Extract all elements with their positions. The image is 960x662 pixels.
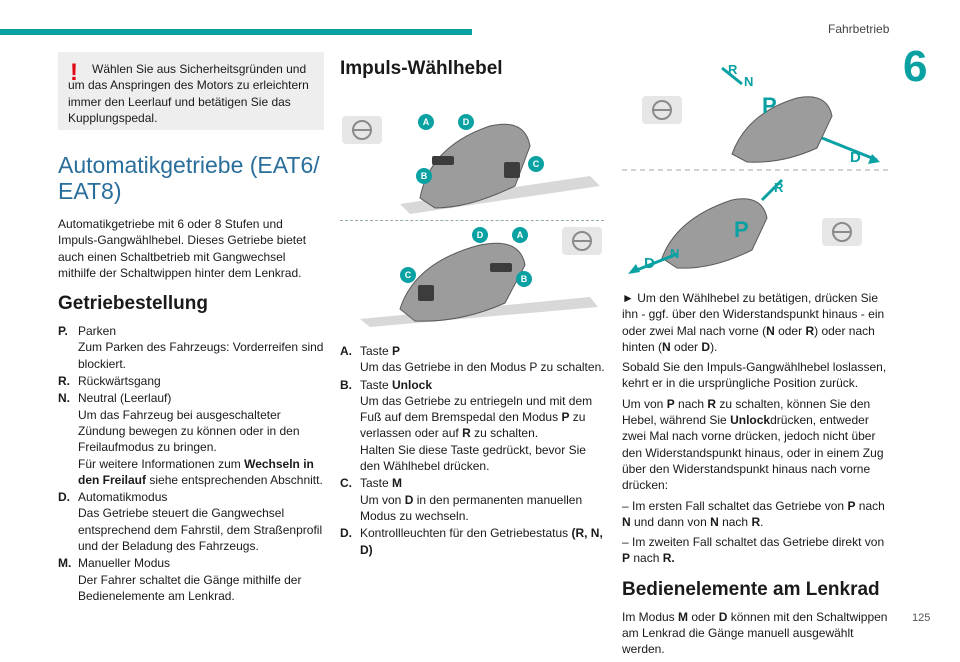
lever-movement-drawing [622, 58, 892, 276]
section-title: Fahrbetrieb [828, 22, 890, 36]
callout-a: A [512, 227, 528, 243]
header-accent-bar [0, 29, 472, 35]
letter-n: N [744, 74, 754, 89]
heading-bedienelemente: Bedienelemente am Lenkrad [622, 578, 880, 600]
callout-b: B [516, 271, 532, 287]
callout-d: D [472, 227, 488, 243]
lever-illustration-bottom [340, 227, 606, 327]
gear-position-list [58, 323, 324, 604]
heading-impuls-waehlhebel: Impuls-Wählhebel [340, 58, 503, 79]
list-item: N. Neutral (Leerlauf) Um das Fahrzeug bei ausgeschalteter Zündung bewegen zu können oder in den Freilaufmodus zu bringen. Für weitere Informationen zum Wechseln in den Freilauf siehe entsprechenden Abschnitt. [58, 391, 323, 487]
steering-wheel-icon [642, 96, 682, 124]
warning-box [58, 52, 324, 130]
letter-d: D [644, 255, 655, 272]
list-item: C. Taste M Um von D in den permanenten manuellen Modus zu wechseln. [340, 476, 583, 523]
letter-p: P [762, 93, 777, 118]
heading-getriebestellung: Getriebestellung [58, 293, 208, 315]
list-item: R. Rückwärtsgang [58, 374, 161, 389]
paragraph-operate-lever: ► Um den Wählhebel zu betätigen, drücken Sie ihn - ggf. über den Widerstandspunkt hinaus - ein oder zwei Mal nach vorne (N oder R) oder nach hinten (N oder D). [622, 291, 885, 354]
list-item: D. Automatikmodus Das Getriebe steuert die Gangwechsel entsprechend dem Fahrstil, dem Straßenprofil und der Beladung des Fahrzeugs. [58, 490, 323, 554]
warning-icon: ! [70, 59, 78, 86]
callout-c: C [400, 267, 416, 283]
gear-lever-drawing [340, 227, 606, 327]
callout-b: B [416, 168, 432, 184]
column-middle [340, 52, 606, 559]
chapter-number: 6 [903, 42, 928, 91]
heading-automatikgetriebe: Automatikgetriebe (EAT6/ EAT8) [58, 152, 320, 204]
letter-p: P [734, 217, 749, 242]
lever-movement-illustration [622, 58, 892, 276]
letter-n: N [670, 246, 680, 261]
gear-lever-drawing [340, 116, 606, 216]
steering-wheel-icon [342, 116, 382, 144]
list-item: M. Manueller Modus Der Fahrer schaltet die Gänge mithilfe der Bedienelemente am Lenkrad. [58, 556, 302, 603]
letter-r: R [774, 180, 784, 195]
paragraph-release: Sobald Sie den Impuls-Gangwählhebel loslassen, kehrt er in die ursprüngliche Position zurück. [622, 360, 887, 391]
callout-a: A [418, 114, 434, 130]
divider [340, 220, 604, 221]
steering-wheel-icon [562, 227, 602, 255]
list-item: A. Taste P Um das Getriebe in den Modus P zu schalten. [340, 344, 605, 375]
column-left [58, 52, 324, 605]
paragraph-paddles: Im Modus M oder D können mit den Schaltwippen am Lenkrad die Gänge manuell ausgewählt werden. [622, 609, 888, 657]
page-number: 125 [912, 612, 931, 624]
dash-item-second: – Im zweiten Fall schaltet das Getriebe direkt von P nach R. [622, 535, 885, 566]
intro-paragraph: Automatikgetriebe mit 6 oder 8 Stufen und Impuls-Gangwählhebel. Dieses Getriebe bietet auch einen Schaltbetrieb mit Gangwechsel mithilfe der Schaltwippen hinter dem Lenkrad. [58, 217, 307, 280]
list-item: P. Parken Zum Parken des Fahrzeugs: Vorderreifen sind blockiert. [58, 324, 324, 371]
lever-illustration-top [340, 116, 606, 216]
letter-d: D [850, 149, 861, 166]
letter-r: R [728, 62, 738, 77]
button-list [340, 343, 606, 558]
callout-c: C [528, 156, 544, 172]
column-right [622, 52, 892, 662]
list-item: D. Kontrollleuchten für den Getriebestatus (R, N, D) [340, 526, 603, 557]
list-item: B. Taste Unlock Um das Getriebe zu entriegeln und mit dem Fuß auf dem Bremspedal den Modus P zu verlassen oder auf R zu schalten. Halten Sie diese Taste gedrückt, bevor Sie den Wählhebel drücken. [340, 377, 593, 474]
dash-item-first: – Im ersten Fall schaltet das Getriebe von P nach N und dann von N nach R. [622, 498, 885, 529]
callout-d: D [458, 114, 474, 130]
warning-text: Wählen Sie aus Sicherheitsgründen und um das Anspringen des Motors zu erleichtern immer den Leerlauf und betätigen Sie das Kupplungspedal. [68, 62, 309, 125]
steering-wheel-icon [822, 218, 862, 246]
paragraph-p-to-r: Um von P nach R zu schalten, können Sie den Hebel, während Sie Unlockdrücken, entweder zwei Mal nach vorne drücken, jedoch nicht über den Widerstandspunkt hinaus, oder in einem Zug über den Widerstandspunkt hinaus nach vorne drücken: [622, 396, 884, 493]
